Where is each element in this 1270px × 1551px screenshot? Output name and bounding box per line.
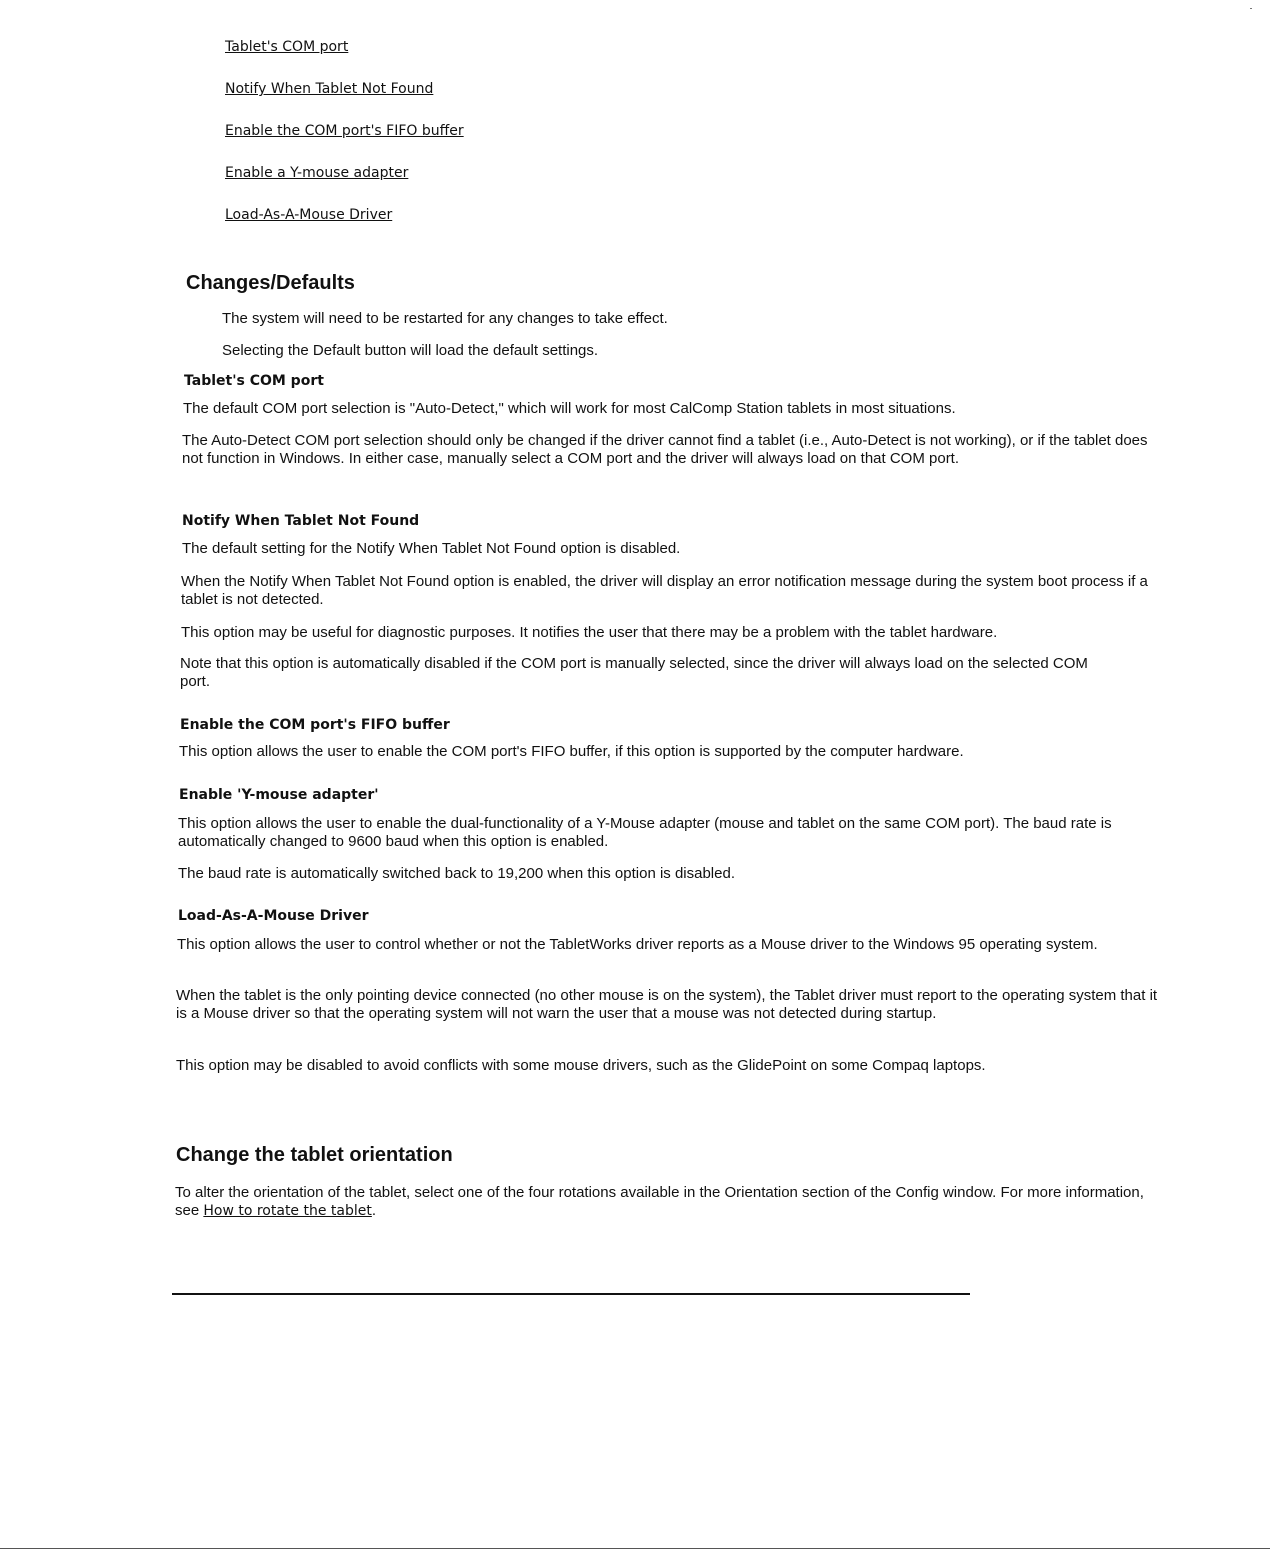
com-port-default-text: The default COM port selection is "Auto-Detect," which will work for most CalComp Station tablets in most situations. [183, 400, 956, 417]
orientation-body: To alter the orientation of the tablet, select one of the four rotations available in the Orientation section of the Config window. For more information, see [175, 1184, 1144, 1219]
link-tablets-com-port[interactable]: Tablet's COM port [225, 39, 349, 55]
orientation-text [175, 1184, 1160, 1220]
link-enable-y-mouse-adapter[interactable]: Enable a Y-mouse adapter [225, 165, 409, 181]
horizontal-divider [172, 1293, 970, 1295]
changes-intro-default: Selecting the Default button will load the default settings. [222, 342, 599, 359]
com-port-auto-detect-text: The Auto-Detect COM port selection should only be changed if the driver cannot find a tablet (i.e., Auto-Detect is not working), or if the tablet does not function in Windows. In either case, manually select a COM port and the driver will always load on that COM port. [182, 432, 1148, 467]
link-how-to-rotate-tablet[interactable]: How to rotate the tablet [203, 1203, 372, 1219]
link-load-as-a-mouse-driver[interactable]: Load-As-A-Mouse Driver [225, 207, 393, 223]
changes-intro-restart: The system will need to be restarted for any changes to take effect. [222, 310, 668, 327]
scan-speck [1250, 8, 1252, 9]
fifo-heading: Enable the COM port's FIFO buffer [180, 717, 450, 733]
page-bottom-edge [0, 1548, 1270, 1549]
load-mouse-heading: Load-As-A-Mouse Driver [178, 908, 369, 924]
load-mouse-pointing-text: When the tablet is the only pointing device connected (no other mouse is on the system), the Tablet driver must report to the operating system that it is a Mouse driver so that the operating system will not warn the user that a mouse was not detected during startup. [176, 987, 1158, 1022]
link-notify-when-tablet-not-found[interactable]: Notify When Tablet Not Found [225, 81, 434, 97]
load-mouse-conflicts-text: This option may be disabled to avoid conflicts with some mouse drivers, such as the GlidePoint on some Compaq laptops. [176, 1057, 986, 1074]
notify-note-text: Note that this option is automatically disabled if the COM port is manually selected, since the driver will always load on the selected COM port. [180, 655, 1088, 690]
orientation-heading: Change the tablet orientation [176, 1144, 453, 1166]
changes-defaults-heading: Changes/Defaults [186, 272, 355, 294]
notify-default-text: The default setting for the Notify When Tablet Not Found option is disabled. [182, 540, 681, 557]
com-port-heading: Tablet's COM port [184, 373, 324, 389]
link-enable-fifo-buffer[interactable]: Enable the COM port's FIFO buffer [225, 123, 464, 139]
ymouse-baud-text: The baud rate is automatically switched back to 19,200 when this option is disabled. [178, 865, 735, 882]
ymouse-enable-text: This option allows the user to enable the dual-functionality of a Y-Mouse adapter (mouse and tablet on the same COM port). The baud rate is automatically changed to 9600 baud when this option is enabled. [178, 815, 1112, 850]
fifo-text: This option allows the user to enable the COM port's FIFO buffer, if this option is supported by the computer hardware. [179, 743, 964, 760]
ymouse-heading: Enable 'Y-mouse adapter' [179, 787, 379, 803]
orientation-period: . [371, 1202, 377, 1219]
notify-enabled-text: When the Notify When Tablet Not Found option is enabled, the driver will display an error notification message during the system boot process if a tablet is not detected. [181, 573, 1148, 608]
notify-diagnostic-text: This option may be useful for diagnostic purposes. It notifies the user that there may be a problem with the tablet hardware. [181, 624, 998, 641]
load-mouse-control-text: This option allows the user to control whether or not the TabletWorks driver reports as a Mouse driver to the Windows 95 operating system. [177, 936, 1098, 953]
notify-heading: Notify When Tablet Not Found [182, 513, 420, 529]
